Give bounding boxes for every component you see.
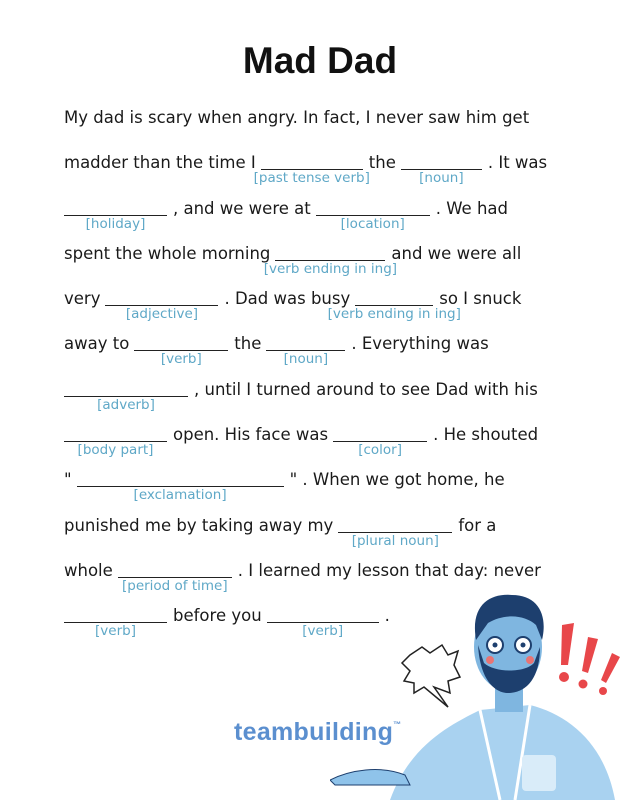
blank-hint-label: [verb ending in ing] — [263, 260, 398, 277]
story-text-segment: madder than the time I — [64, 153, 256, 173]
story-text-segment: . — [384, 606, 390, 626]
story-line — [64, 466, 604, 511]
story-text-segment: the — [234, 334, 262, 354]
story-text-segment: so I snuck — [439, 289, 522, 309]
page-title: Mad Dad — [242, 40, 398, 81]
story-text-segment: punished me by taking away my — [64, 515, 334, 535]
fill-in-blank[interactable] — [316, 195, 430, 232]
blank-hint-label: [verb ending in ing] — [327, 306, 461, 323]
blank-hint-label: [noun] — [283, 351, 329, 368]
fill-in-blank[interactable] — [64, 602, 167, 640]
story-text-segment: whole — [64, 560, 113, 580]
blank-hint-label: [location] — [340, 215, 405, 232]
story-text-segment: away to — [64, 334, 130, 354]
story-text-segment: for a — [458, 515, 497, 535]
story-text-segment: the — [368, 153, 396, 173]
story-line — [64, 195, 604, 240]
blank-hint-label: [exclamation] — [133, 487, 227, 504]
fill-in-blank[interactable] — [253, 149, 370, 187]
story-text-segment: . Dad was busy — [224, 289, 351, 309]
fill-in-blank[interactable] — [401, 149, 482, 187]
story-text-segment: . He shouted — [433, 425, 539, 445]
fill-in-blank[interactable] — [64, 376, 188, 413]
blank-hint-label: [adverb] — [97, 396, 155, 413]
story-line — [64, 149, 604, 194]
story-line — [64, 376, 604, 421]
angry-dad-illustration — [330, 585, 640, 800]
fill-in-blank[interactable] — [327, 285, 461, 323]
story-text-segment: very — [64, 289, 101, 309]
fill-in-blank[interactable] — [118, 557, 232, 594]
trademark: ™ — [393, 720, 402, 729]
story-text-segment: and we were all — [391, 243, 522, 263]
story-text-segment: , and we were at — [173, 198, 311, 218]
blank-hint-label: [period of time] — [121, 577, 228, 594]
story-text-segment: before you — [173, 606, 262, 626]
story-text-segment: spent the whole morning — [64, 243, 271, 263]
story-text — [64, 104, 604, 648]
story-text-segment: " — [64, 470, 72, 490]
story-line — [64, 104, 604, 149]
blank-hint-label: [verb] — [302, 623, 344, 640]
story-text-segment: open. His face was — [173, 425, 329, 445]
story-text-segment: " . When we got home, he — [289, 470, 505, 490]
story-text-segment: . I learned my lesson that day: never — [237, 560, 541, 580]
blank-hint-label: [verb] — [160, 351, 202, 368]
story-text-segment: My dad is scary when angry. In fact, I never saw him get — [64, 108, 530, 127]
blank-hint-label: [body part] — [77, 442, 154, 459]
blank-hint-label: [plural noun] — [351, 532, 439, 549]
logo-text: teambuilding — [234, 718, 394, 746]
fill-in-blank[interactable] — [105, 285, 218, 323]
story-line — [64, 421, 604, 466]
story-line — [64, 512, 604, 557]
exclamation-icon — [559, 623, 620, 695]
fill-in-blank[interactable] — [64, 421, 167, 459]
blank-hint-label: [holiday] — [85, 215, 146, 232]
fill-in-blank[interactable] — [77, 466, 284, 504]
story-text-segment: . Everything was — [351, 334, 489, 354]
story-text-segment: , until I turned around to see Dad with his — [194, 379, 538, 399]
story-line — [64, 330, 604, 375]
fill-in-blank[interactable] — [64, 195, 167, 232]
blank-hint-label: [adjective] — [125, 306, 199, 323]
story-text-segment: . We had — [435, 198, 508, 218]
story-text-segment: . It was — [487, 153, 548, 173]
story-line — [64, 285, 604, 330]
fill-in-blank[interactable] — [266, 330, 345, 368]
fill-in-blank[interactable] — [134, 330, 228, 368]
fill-in-blank[interactable] — [263, 240, 398, 277]
fill-in-blank[interactable] — [338, 512, 452, 549]
blank-hint-label: [color] — [358, 442, 402, 459]
blank-hint-label: [noun] — [419, 170, 464, 187]
speech-bubble-icon — [402, 645, 460, 707]
story-line — [64, 240, 604, 285]
blank-hint-label: [past tense verb] — [253, 170, 370, 187]
blank-hint-label: [verb] — [95, 623, 136, 640]
fill-in-blank[interactable] — [333, 421, 427, 459]
